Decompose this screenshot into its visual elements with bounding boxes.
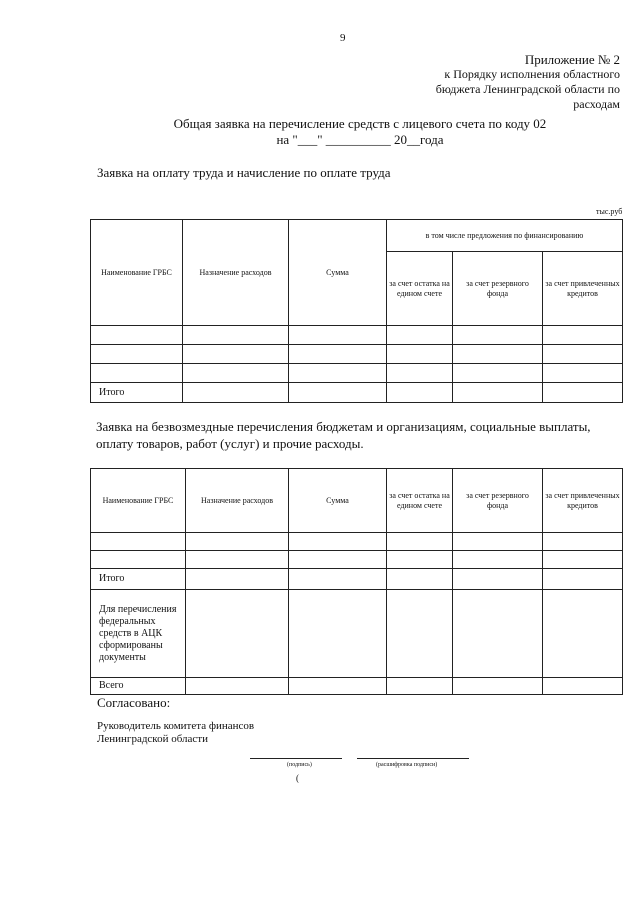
table-row — [91, 533, 623, 551]
table-row — [91, 326, 623, 345]
appendix-line: расходам — [573, 97, 620, 111]
col-purpose: Назначение расходов — [186, 469, 289, 533]
federal-label: Для перечисления федеральных средств в АЦК сформированы документы — [91, 590, 186, 678]
section1-heading: Заявка на оплату труда и начисление по оплате труда — [97, 165, 391, 180]
col-grbs: Наименование ГРБС — [91, 220, 183, 326]
col-single-account: за счет остатка на едином счете — [387, 469, 453, 533]
col-grbs: Наименование ГРБС — [91, 469, 186, 533]
total-label: Итого — [91, 569, 186, 590]
appendix-line: к Порядку исполнения областного — [444, 67, 620, 81]
appendix-line: бюджета Ленинградской области по — [435, 82, 620, 96]
total-row — [91, 569, 623, 590]
signature-caption: (подпись) — [287, 762, 312, 768]
stray-paren: ( — [296, 773, 299, 783]
units-label: тыс.руб — [596, 207, 623, 216]
total-label: Итого — [91, 383, 183, 403]
decode-caption: (расшифровка подписи) — [376, 762, 438, 768]
col-reserve-fund: за счет резервного фонда — [453, 469, 543, 533]
grand-total-label: Всего — [91, 678, 186, 695]
document-title — [0, 116, 640, 148]
col-sum: Сумма — [289, 220, 387, 326]
signature-line[interactable] — [250, 758, 342, 759]
col-reserve-fund: за счет резервного фонда — [453, 252, 543, 326]
appendix-block — [360, 52, 620, 112]
appendix-title: Приложение № 2 — [524, 52, 620, 67]
page-number: 9 — [340, 32, 346, 44]
total-row — [91, 383, 623, 403]
col-credits: за счет привлеченных кредитов — [543, 469, 623, 533]
col-purpose: Назначение расходов — [183, 220, 289, 326]
federal-row — [91, 590, 623, 678]
table-row — [91, 551, 623, 569]
title-line: Общая заявка на перечисление средств с лицевого счета по коду 02 — [173, 116, 547, 131]
col-single-account: за счет остатка на едином счете — [387, 252, 453, 326]
section2-heading: Заявка на безвозмездные перечисления бюджетам и организациям, социальные выплаты, оплату товаров, работ (услуг) и прочие расходы. — [96, 419, 591, 451]
table-row — [91, 345, 623, 364]
grand-total-row — [91, 678, 623, 695]
date-line: на "___" __________ 20__года — [276, 132, 444, 147]
transfers-table — [90, 468, 623, 695]
agreed-label: Согласовано: — [97, 695, 171, 710]
col-sum: Сумма — [289, 469, 387, 533]
col-including: в том числе предложения по финансированию — [387, 220, 623, 252]
col-credits: за счет привлеченных кредитов — [543, 252, 623, 326]
signatory-position: Руководитель комитета финансов Ленинградской области — [97, 720, 255, 745]
table-row — [91, 364, 623, 383]
name-decode-line[interactable] — [357, 758, 469, 759]
payroll-table — [90, 219, 623, 403]
